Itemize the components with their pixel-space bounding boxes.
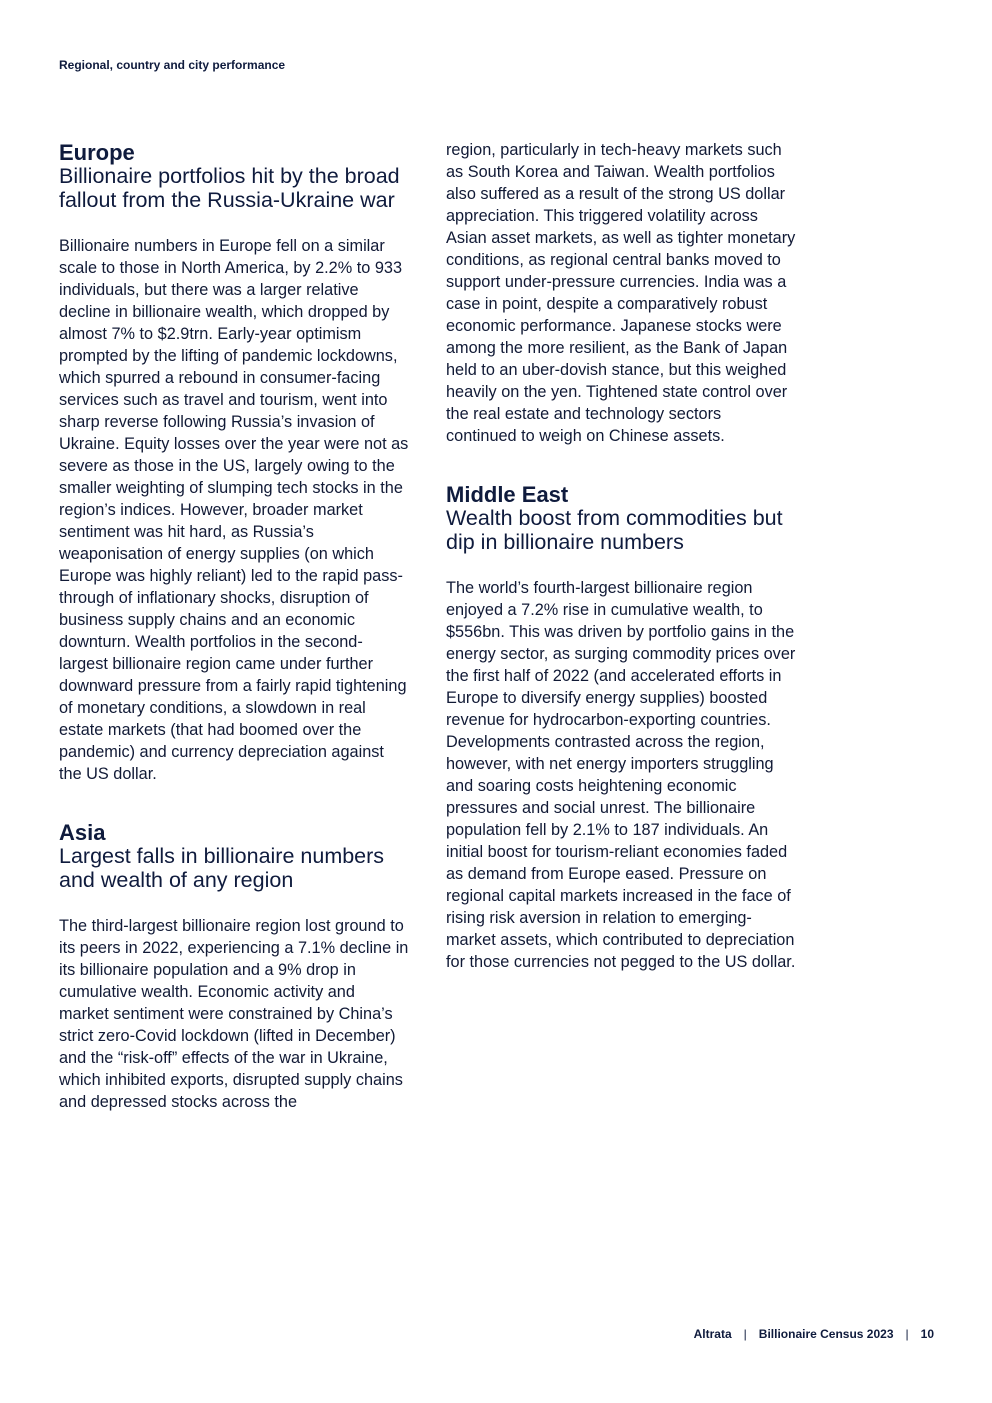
section-europe	[59, 141, 409, 785]
section-title-asia: Asia	[59, 820, 106, 845]
right-column	[446, 139, 796, 973]
section-body-middle-east: The world’s fourth-largest billionaire region enjoyed a 7.2% rise in cumulative wealth, to $556bn. This was driven by portfolio gains in the energy sector, as surging commodity prices over the first half of 2022 (and accelerated efforts in Europe to diversify energy supplies) boosted revenue for hydrocarbon-exporting countries. Developments contrasted across the region, however, with net energy importers struggling and soaring costs heightening economic pressures and social unrest. The billionaire population fell by 2.1% to 187 individuals. An initial boost for tourism-reliant economies faded as demand from Europe eased. Pressure on regional capital markets increased in the face of rising risk aversion in relation to emerging-market assets, which contributed to depreciation for those currencies not pegged to the US dollar.	[446, 579, 796, 971]
footer-publisher: Altrata	[693, 1327, 732, 1341]
footer-separator: |	[905, 1327, 909, 1341]
footer-separator: |	[743, 1327, 747, 1341]
section-subtitle-middle-east: Wealth boost from commodities but dip in billionaire numbers	[446, 506, 783, 554]
section-asia	[59, 821, 409, 1113]
footer-publication: Billionaire Census 2023	[758, 1327, 894, 1341]
section-title-europe: Europe	[59, 140, 135, 165]
section-body-asia-continued: region, particularly in tech-heavy markets such as South Korea and Taiwan. Wealth portfolios also suffered as a result of the strong US dollar appreciation. This triggered volatility across Asian asset markets, as well as tighter monetary conditions, as regional central banks moved to support under-pressure currencies. India was a case in point, despite a comparatively robust economic performance. Japanese stocks were among the more resilient, as the Bank of Japan held to an uber-dovish stance, but this weighed heavily on the yen. Tightened state control over the real estate and technology sectors continued to weigh on Chinese assets.	[446, 141, 796, 445]
section-body-europe: Billionaire numbers in Europe fell on a similar scale to those in North America, by 2.2% to 933 individuals, but there was a larger relative decline in billionaire wealth, which dropped by almost 7% to $2.9trn. Early-year optimism prompted by the lifting of pandemic lockdowns, which spurred a rebound in consumer-facing services such as travel and tourism, went into sharp reverse following Russia’s invasion of Ukraine. Equity losses over the year were not as severe as those in the US, largely owing to the smaller weighting of slumping tech stocks in the region’s indices. However, broader market sentiment was hit hard, as Russia’s weaponisation of energy supplies (on which Europe was highly reliant) led to the rapid pass-through of inflationary shocks, disruption of business supply chains and an economic downturn. Wealth portfolios in the second-largest billionaire region came under further downward pressure from a fairly rapid tightening of monetary conditions, a slowdown in real estate markets (that had boomed over the pandemic) and currency depreciation against the US dollar.	[59, 237, 409, 783]
page-number: 10	[920, 1327, 934, 1341]
section-body-asia: The third-largest billionaire region lost ground to its peers in 2022, experiencing a 7.1% decline in its billionaire population and a 9% drop in cumulative wealth. Economic activity and market sentiment were constrained by China’s strict zero-Covid lockdown (lifted in December) and the “risk-off” effects of the war in Ukraine, which inhibited exports, disrupted supply chains and depressed stocks across the	[59, 917, 409, 1111]
section-subtitle-asia: Largest falls in billionaire numbers and wealth of any region	[59, 844, 385, 892]
section-middle-east	[446, 483, 796, 973]
left-column	[59, 141, 409, 1113]
section-title-middle-east: Middle East	[446, 482, 569, 507]
section-subtitle-europe: Billionaire portfolios hit by the broad fallout from the Russia-Ukraine war	[59, 164, 400, 212]
running-header: Regional, country and city performance	[59, 58, 286, 72]
page-footer	[694, 1327, 934, 1341]
